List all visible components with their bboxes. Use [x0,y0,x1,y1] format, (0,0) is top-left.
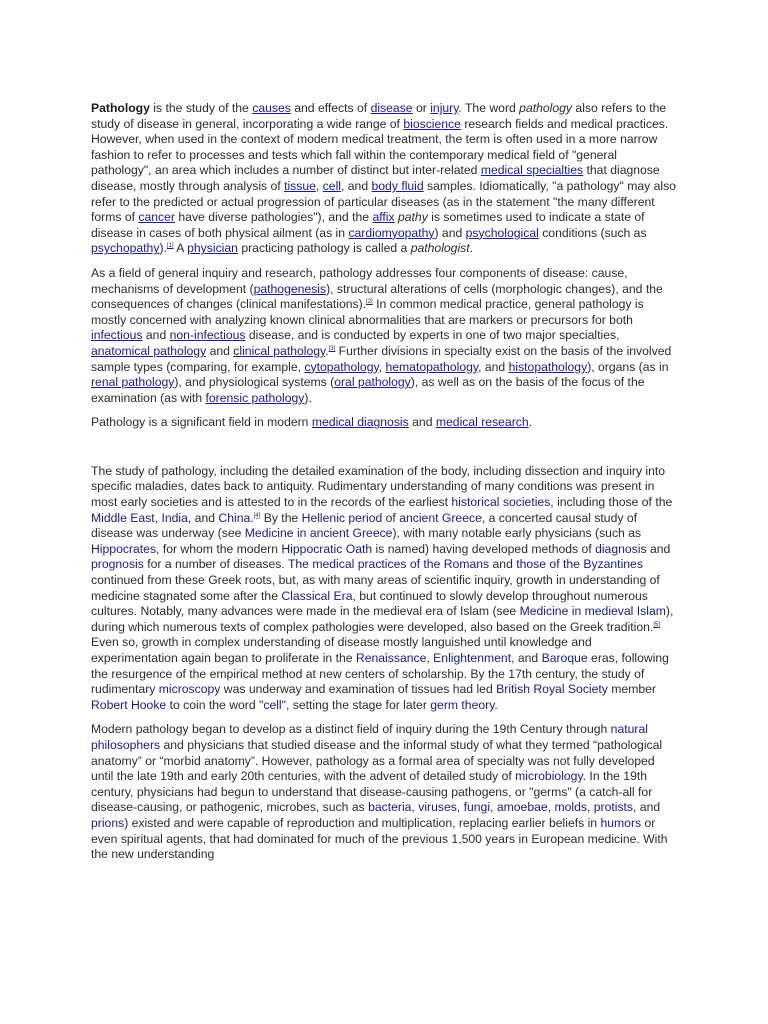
term-italic: pathologist [410,241,470,256]
text-run: , [456,800,464,815]
text-run: is named) having developed methods of [372,541,596,556]
text-run: ), organs (as in [587,359,669,374]
link-psychopathy[interactable]: psychopathy [91,241,160,256]
text-run: ", setting the stage for later [281,697,431,712]
link-cancer[interactable]: cancer [138,210,175,225]
text-run: , a concerted causal study of disease was underway (see [91,510,638,541]
link-cell[interactable]: cell [263,697,282,712]
term-italic: pathology [519,101,573,115]
link-oral-pathology[interactable]: oral pathology [334,375,411,390]
text-run: and [646,541,671,556]
link-china[interactable]: China [218,510,251,525]
text-run: , and [187,510,219,525]
text-run: , including those of the [550,495,673,510]
link-disease[interactable]: disease [370,101,413,115]
link-bacteria[interactable]: bacteria [368,800,412,815]
text-run: , and [341,178,372,193]
link-non-infectious[interactable]: non-infectious [169,328,246,343]
text-run: is sometimes used to indicate a state of disease in cases of both physical ailment (as in [91,210,645,240]
link-injury[interactable]: injury [430,101,459,115]
text-run: The study of pathology, including the detailed examination of the body, including dissection and inquiry into specific maladies, dates back to antiquity. Rudimentary understanding of many conditions was present in most early societies and is attested to in the records of the earliest [91,463,666,510]
link-ancient-greece[interactable]: ancient Greece [399,510,482,525]
link-hematopathology[interactable]: hematopathology [385,359,479,374]
text-run: ). [304,390,312,405]
link-microscopy[interactable]: microscopy [158,682,221,697]
link-medical-diagnosis[interactable]: medical diagnosis [311,415,409,430]
link-protists[interactable]: protists [593,800,634,815]
text-run: As a field of general inquiry and research, pathology addresses four components of disease: cause, mechanisms of development ( [91,265,628,296]
text-run: , [586,800,594,815]
link-histopathology[interactable]: histopathology [508,359,588,374]
link-middle-east[interactable]: Middle East [91,510,155,525]
link-hippocratic-oath[interactable]: Hippocratic Oath [281,541,373,556]
citation-link[interactable]: [2] [366,299,373,306]
text-run: , [315,178,323,193]
link-renaissance[interactable]: Renaissance [355,651,427,665]
text-run: Modern pathology began to develop as a distinct field of inquiry during the 19th Century through [91,722,611,737]
text-run: ), structural alterations of cells (morphologic changes), and the consequences of changes (clinical manifestations). [91,281,663,312]
link-molds[interactable]: molds [554,800,587,815]
link-medicine-in-medieval-islam[interactable]: Medicine in medieval Islam [519,604,666,619]
text-run: . [250,510,254,525]
link-psychological[interactable]: psychological [465,225,539,240]
link-pathogenesis[interactable]: pathogenesis [253,281,327,296]
text-run: By the [260,510,302,525]
text-run: , and [511,651,542,665]
text-run: . [325,343,329,358]
citation-link[interactable]: [3] [328,345,336,352]
text-run: , [426,651,434,665]
text-run: eras, following the resurgence of the empirical method at new centers of scholarship. By the 17th century, the study of rudimentary [91,651,669,697]
term-italic: pathy [397,210,428,225]
link-medical-research[interactable]: medical research [435,415,529,430]
text-run: . [528,415,533,430]
text-run: ), and physiological systems ( [174,375,335,390]
text-run: , [411,800,419,815]
text-run: conditions (such as [538,225,647,240]
text-run: and physicians that studied disease and the informal study of what they termed “pathological anatomy” or “morbid anatomy”. However, pathology as a formal area of specialty was not fully developed until the late 19th and early 20th centuries, with the advent of detailed study of [91,737,663,784]
text-run: . In the 19th century, physicians had begun to understand that disease-causing pathogens, or "germs" (a catch-all for disease-causing, or pathogenic, microbes, such as [91,769,653,815]
link-anatomical-pathology[interactable]: anatomical pathology [91,343,207,358]
link-india[interactable]: India [161,510,188,525]
link-tissue[interactable]: tissue [284,178,316,193]
link-historical-societies[interactable]: historical societies [451,495,551,510]
link-prions[interactable]: prions [91,815,125,830]
paragraph-3 [91,415,679,431]
text-run: , and [478,359,509,374]
link-amoebae[interactable]: amoebae [496,800,548,815]
text-run: . [469,241,474,256]
citation-link[interactable]: [5] [653,621,660,628]
link-hippocrates[interactable]: Hippocrates [91,541,157,556]
text-run: In common medical practice, general pathology is mostly concerned with analyzing known clinical abnormalities that are markers or precursors for both [91,297,644,327]
text-run: or [412,101,431,115]
text-run: and [408,415,436,430]
text-run: Even so, growth in complex understanding of disease mostly languished until knowledge and experimentation again began to proliferate in the [91,635,592,665]
link-classical-era[interactable]: Classical Era [281,588,353,603]
link-germ-theory[interactable]: germ theory [430,697,495,712]
text-run: , [490,800,497,815]
text-run: ) existed and were capable of reproduction and multiplication, replacing earlier beliefs in [124,815,601,830]
article-body [91,101,679,872]
link-enlightenment[interactable]: Enlightenment [433,651,512,665]
text-run: and [489,557,517,572]
text-run: . [494,697,498,712]
text-run: . The word [458,101,520,115]
paragraph-1 [91,101,679,257]
text-run: , and [633,800,661,815]
text-run: ) and [434,225,466,240]
link-fungi[interactable]: fungi [463,800,491,815]
paragraph-4 [91,464,679,714]
text-run: research fields and medical practices. However, when used in the context of modern medical treatment, the term is often used in a more narrow fashion to refer to processes and tests which fall within the contemporary medical field of "general pathology", an area which includes a number of distinct but inter-related [91,116,669,178]
link-forensic-pathology[interactable]: forensic pathology [205,390,305,405]
citation-5[interactable] [653,622,660,628]
link-microbiology[interactable]: microbiology [515,769,583,784]
text-run: is the study of the [149,101,253,115]
text-run: A [173,241,188,256]
text-run: and [142,328,170,343]
text-run: ), during which numerous texts of complex pathologies were developed, also based on the Greek tradition. [91,604,674,634]
link-affix[interactable]: affix [372,210,395,225]
link-viruses[interactable]: viruses [418,800,457,815]
text-run: also refers to the study of disease in general, incorporating a wide range of [91,101,667,131]
text-run: , [547,800,555,815]
link-the-medical-practices-of-the-romans[interactable]: The medical practices of the Romans [287,557,490,572]
citation-1[interactable] [167,243,174,249]
link-robert-hooke[interactable]: Robert Hooke [91,697,167,712]
text-run: ), as well as on the basis of the focus of the examination (as with [91,375,645,405]
text-run: , [378,359,386,374]
text-run: have diverse pathologies"), and the [175,210,373,225]
link-infectious[interactable]: infectious [91,328,143,343]
citation-2[interactable] [366,299,373,305]
link-diagnosis[interactable]: diagnosis [595,541,647,556]
citation-link[interactable]: [1] [166,243,174,250]
text-run: of [382,510,400,525]
text-run: ), with many notable early physicians (such as [392,526,642,541]
citation-link[interactable]: [4] [253,512,261,519]
link-renal-pathology[interactable]: renal pathology [91,375,175,390]
text-run: Further divisions in specialty exist on the basis of the involved sample types (comparing, for example, [91,343,672,374]
text-run: or even spiritual agents, that had dominated for much of the previous 1,500 years in European medicine. With the new understanding [91,815,668,862]
text-run: Pathology is a significant field in modern [91,415,312,430]
text-run: for a number of diseases. [143,557,288,572]
text-run: practicing pathology is called a [237,241,411,256]
text-run: to coin the word " [166,697,264,712]
text-run: , but continued to slowly develop throughout numerous cultures. Notably, many advances were made in the medieval era of Islam (see [91,588,648,619]
link-medicine-in-ancient-greece[interactable]: Medicine in ancient Greece [244,526,393,541]
link-physician[interactable]: physician [187,241,238,256]
link-cell[interactable]: cell [322,178,341,193]
link-body-fluid[interactable]: body fluid [371,178,424,193]
text-run: , [154,510,162,525]
text-run: ). [159,241,167,256]
link-baroque[interactable]: Baroque [541,651,588,665]
link-hellenic-period[interactable]: Hellenic period [301,510,383,525]
term-bold: Pathology [91,101,150,115]
link-medical-specialties[interactable]: medical specialties [480,163,584,178]
text-run: and effects of [290,101,371,115]
paragraph-2 [91,266,679,406]
link-those-of-the-byzantines[interactable]: those of the Byzantines [516,557,643,572]
link-natural-philosophers[interactable]: natural philosophers [91,722,648,752]
text-run: that diagnose disease, mostly through analysis of [91,163,660,193]
link-humors[interactable]: humors [600,815,642,830]
link-british-royal-society[interactable]: British Royal Society [496,682,608,697]
link-cardiomyopathy[interactable]: cardiomyopathy [348,225,435,240]
paragraph-5 [91,722,679,862]
link-prognosis[interactable]: prognosis [91,557,144,572]
text-run: was underway and examination of tissues had led [220,682,497,697]
link-causes[interactable]: causes [252,101,291,115]
link-clinical-pathology[interactable]: clinical pathology [233,343,326,358]
text-run: samples. Idiomatically, "a pathology" may also refer to the predicted or actual progression of particular diseases (as in the statement "the many different forms of [91,178,676,225]
text-run: and [206,343,234,358]
link-cytopathology[interactable]: cytopathology [304,359,379,374]
text-run: , for whom the modern [156,541,282,556]
text-run: continued from these Greek roots, but, as with many areas of scientific inquiry, growth in understanding of medicine stagnated some after the [91,573,660,603]
text-run: disease, and is conducted by experts in one of two major specialties, [245,328,620,343]
text-run: member [607,682,656,697]
link-bioscience[interactable]: bioscience [403,116,461,131]
